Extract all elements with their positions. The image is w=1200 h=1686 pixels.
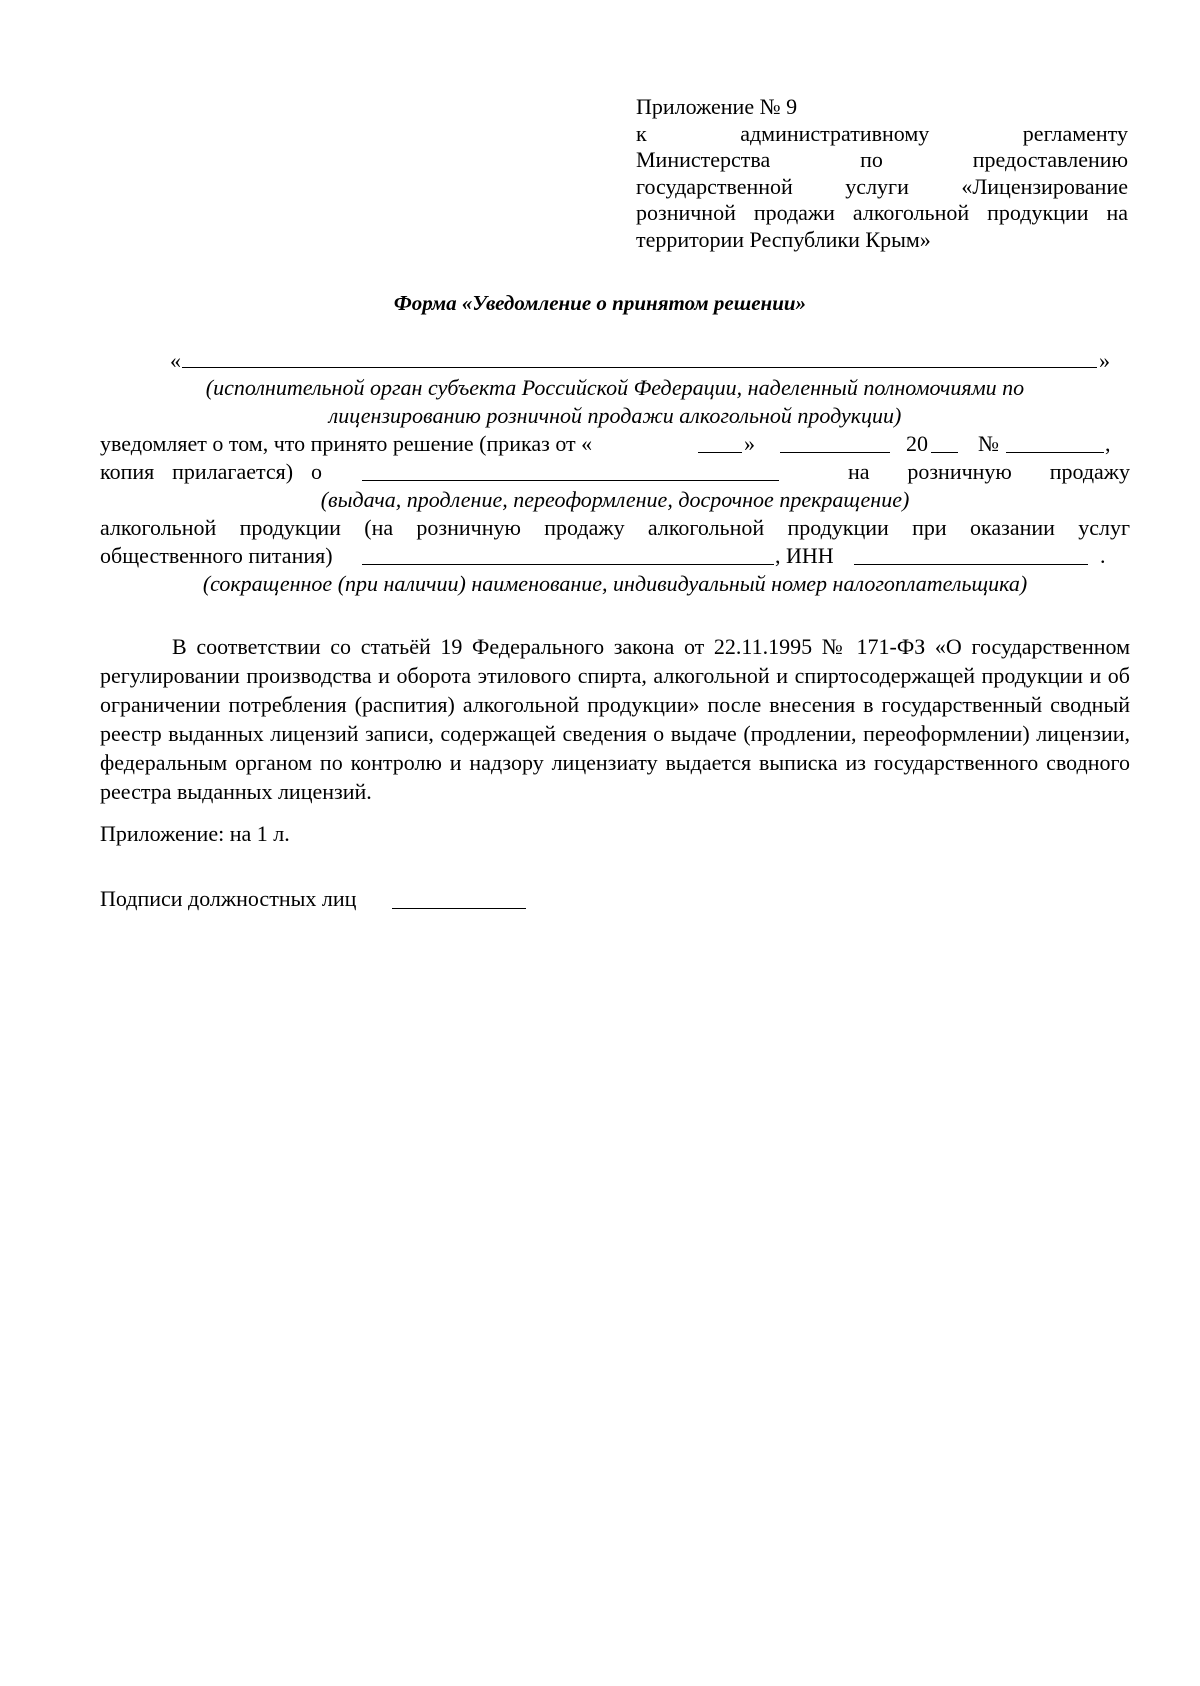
authority-caption-1: (исполнительной орган субъекта Российской Федерации, наделенный полномочиями по [205,375,1025,400]
notice-line-3: алкогольной продукции (на розничную продажу алкогольной продукции при оказании услуг [100,515,1130,540]
authority-line [100,347,1130,375]
inn-label: , ИНН [775,543,834,568]
signatures-label: Подписи должностных лиц [100,886,357,911]
appendix-number: Приложение № 9 [636,94,798,119]
attachment-note: Приложение: на 1 л. [100,821,290,846]
authority-blank[interactable] [182,347,1097,368]
close-quote: » [1099,348,1110,373]
retail-sale-text: на розничную продажу [848,459,1130,484]
form-title: Форма «Уведомление о принятом решении» [393,291,807,315]
period: . [1100,543,1106,568]
comma: , [1105,431,1111,456]
open-quote: « [170,348,181,373]
licensee-name-blank[interactable] [362,544,774,565]
copy-attached-text: копия прилагается) о [100,459,322,484]
appendix-line-2: к административному регламенту [636,120,1128,146]
notice-line-1 [100,430,1130,458]
year-prefix: 20 [906,431,928,456]
appendix-line-6: территории Республики Крым» [636,226,931,252]
quote-close: » [744,431,755,456]
inn-blank[interactable] [854,544,1088,565]
appendix-line-4: государственной услуги «Лицензирование [636,173,1128,199]
legal-basis-paragraph: В соответствии со статьёй 19 Федерального закона от 22.11.1995 № 171-ФЗ «О государственном регулировании производства и оборота этилового спирта, алкогольной и спиртосодержащей продукции и об ограничении потребления (распития) алкогольной продукции» после внесения в государственный сводный реестр выданных лицензий записи, содержащей сведения о выдаче (продлении, переоформлении) лицензии, федеральным органом по контролю и надзору лицензиату выдается выписка из государственного сводного реестра выданных лицензий. [100,634,1130,804]
authority-caption-2: лицензированию розничной продажи алкогольной продукции) [328,403,902,428]
name-inn-caption: (сокращенное (при наличии) наименование, индивидуальный номер налогоплательщика) [202,571,1028,596]
appendix-line-5: розничной продажи алкогольной продукции на [636,200,1128,225]
notice-line-2 [100,458,1130,486]
signature-blank[interactable] [392,888,526,909]
appendix-line-3: Министерства по предоставлению [636,147,1128,172]
notice-line-4 [100,542,1130,570]
action-caption: (выдача, продление, переоформление, досрочное прекращение) [320,487,910,512]
notice-decision-text: уведомляет о том, что принято решение (приказ от « [100,431,593,456]
number-sign: № [978,431,999,456]
order-number-blank[interactable] [1006,432,1104,453]
catering-text: общественного питания) [100,543,333,568]
order-year-blank[interactable] [931,432,958,453]
signatures-line [100,886,700,914]
order-month-blank[interactable] [780,432,890,453]
appendix-header [636,94,1128,253]
order-day-blank[interactable] [698,432,742,453]
action-blank[interactable] [362,460,779,481]
